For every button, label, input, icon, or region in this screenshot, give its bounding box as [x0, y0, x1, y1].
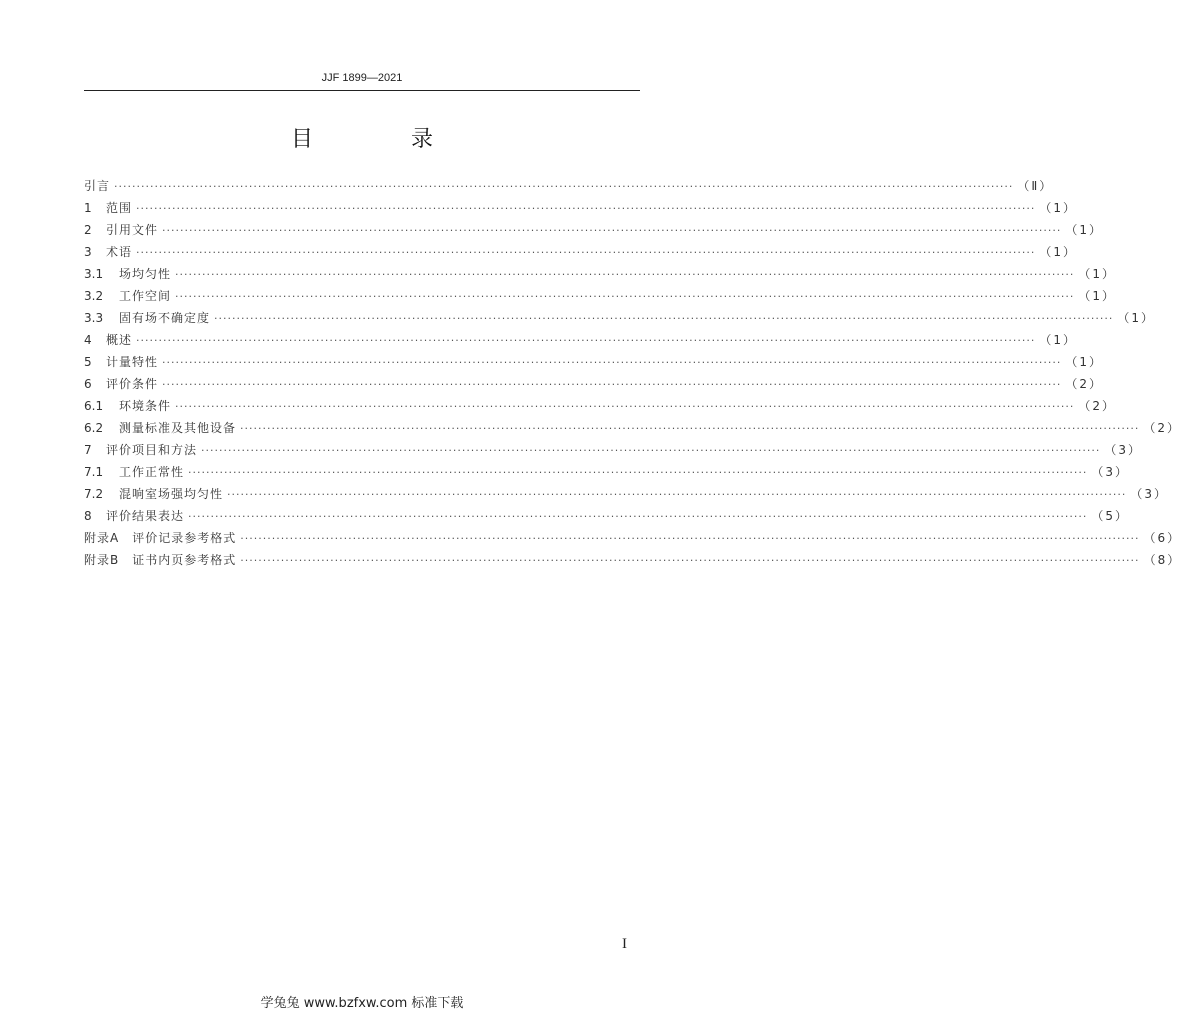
toc-entry-page: （2） [1065, 377, 1103, 391]
toc-entry-label: 附录B 证书内页参考格式 [84, 553, 237, 567]
toc-entry-label: 工作空间 [119, 289, 172, 303]
toc-entry-label: 评价项目和方法 [106, 443, 198, 457]
toc-entry-number: 3.3 [84, 311, 104, 325]
toc-entry-label: 环境条件 [119, 399, 172, 413]
toc-entry-number: 7 [84, 443, 92, 457]
toc-dot-leader: ········································································································································································································ [162, 224, 1062, 237]
toc-entry-label: 概述 [106, 333, 133, 347]
toc-entry[interactable] [84, 507, 1129, 529]
toc-entry-label: 术语 [106, 245, 133, 259]
toc-entry[interactable] [84, 177, 1054, 199]
toc-entry-number: 6.1 [84, 399, 104, 413]
toc-entry[interactable] [84, 199, 1077, 221]
toc-entry[interactable] [84, 353, 1103, 375]
header-divider [84, 90, 640, 91]
toc-entry[interactable] [84, 463, 1129, 485]
toc-entry-number: 8 [84, 509, 92, 523]
toc-entry-page: （1） [1078, 289, 1116, 303]
toc-entry[interactable] [84, 309, 1155, 331]
toc-dot-leader: ········································································································································································································ [240, 554, 1140, 567]
toc-entry-page: （1） [1039, 245, 1077, 259]
toc-entry[interactable] [84, 221, 1103, 243]
toc-entry-page: （1） [1039, 201, 1077, 215]
toc-entry-label: 混响室场强均匀性 [119, 487, 224, 501]
footer-watermark-text: 学兔兔 www.bzfxw.com 标准下载 [260, 996, 464, 1011]
toc-dot-leader: ········································································································································································································ [175, 290, 1075, 303]
toc-entry[interactable] [84, 375, 1103, 397]
toc-dot-leader: ········································································································································································································ [136, 334, 1036, 347]
toc-entry-label: 评价结果表达 [106, 509, 185, 523]
toc-entry-label: 场均匀性 [119, 267, 172, 281]
toc-dot-leader: ········································································································································································································ [162, 378, 1062, 391]
toc-entry-number: 5 [84, 355, 92, 369]
toc-entry-number: 7.1 [84, 465, 104, 479]
toc-entry-page: （3） [1130, 487, 1168, 501]
toc-entry-number: 3 [84, 245, 92, 259]
toc-entry-label: 引用文件 [106, 223, 159, 237]
toc-entry-page: （3） [1104, 443, 1142, 457]
toc-entry-number: 6.2 [84, 421, 104, 435]
toc-entry-page: （3） [1091, 465, 1129, 479]
toc-dot-leader: ········································································································································································································ [114, 180, 1014, 193]
toc-entry-page: （8） [1143, 553, 1181, 567]
page-number: I [622, 936, 627, 952]
toc-entry[interactable] [84, 397, 1116, 419]
toc-dot-leader: ········································································································································································································ [201, 444, 1101, 457]
toc-entry[interactable] [84, 551, 1181, 573]
document-code-header: JJF 1899—2021 [321, 72, 403, 84]
toc-entry-number: 3.1 [84, 267, 104, 281]
toc-dot-leader: ········································································································································································································ [240, 422, 1140, 435]
toc-dot-leader: ········································································································································································································ [175, 400, 1075, 413]
toc-entry-page: （Ⅱ） [1017, 179, 1054, 193]
page-title: 目 录 [290, 127, 471, 152]
toc-entry[interactable] [84, 265, 1116, 287]
toc-entry-page: （1） [1065, 355, 1103, 369]
toc-entry-number: 6 [84, 377, 92, 391]
toc-entry-label: 引言 [84, 179, 111, 193]
toc-entry-page: （5） [1091, 509, 1129, 523]
toc-entry-label: 范围 [106, 201, 133, 215]
toc-entry-label: 计量特性 [106, 355, 159, 369]
toc-dot-leader: ········································································································································································································ [162, 356, 1062, 369]
table-of-contents [84, 177, 1181, 573]
toc-entry[interactable] [84, 287, 1116, 309]
toc-entry-label: 工作正常性 [119, 465, 185, 479]
toc-entry-page: （1） [1117, 311, 1155, 325]
toc-entry-label: 附录A 评价记录参考格式 [84, 531, 237, 545]
toc-dot-leader: ········································································································································································································ [214, 312, 1114, 325]
toc-entry-page: （6） [1143, 531, 1181, 545]
toc-entry-number: 7.2 [84, 487, 104, 501]
toc-entry-label: 评价条件 [106, 377, 159, 391]
toc-dot-leader: ········································································································································································································ [175, 268, 1075, 281]
toc-entry-number: 4 [84, 333, 92, 347]
toc-entry[interactable] [84, 529, 1181, 551]
toc-entry-number: 1 [84, 201, 92, 215]
toc-entry-number: 3.2 [84, 289, 104, 303]
toc-entry-page: （1） [1039, 333, 1077, 347]
toc-dot-leader: ········································································································································································································ [188, 510, 1088, 523]
toc-entry[interactable] [84, 441, 1142, 463]
toc-dot-leader: ········································································································································································································ [227, 488, 1127, 501]
toc-entry[interactable] [84, 485, 1168, 507]
toc-entry-number: 2 [84, 223, 92, 237]
toc-entry-page: （2） [1078, 399, 1116, 413]
toc-entry-label: 测量标准及其他设备 [119, 421, 237, 435]
toc-entry[interactable] [84, 331, 1077, 353]
toc-entry-page: （2） [1143, 421, 1181, 435]
toc-entry[interactable] [84, 243, 1077, 265]
toc-entry-page: （1） [1065, 223, 1103, 237]
toc-dot-leader: ········································································································································································································ [188, 466, 1088, 479]
toc-entry-page: （1） [1078, 267, 1116, 281]
toc-dot-leader: ········································································································································································································ [136, 202, 1036, 215]
toc-entry-label: 固有场不确定度 [119, 311, 211, 325]
toc-dot-leader: ········································································································································································································ [136, 246, 1036, 259]
toc-entry[interactable] [84, 419, 1181, 441]
toc-dot-leader: ········································································································································································································ [240, 532, 1140, 545]
